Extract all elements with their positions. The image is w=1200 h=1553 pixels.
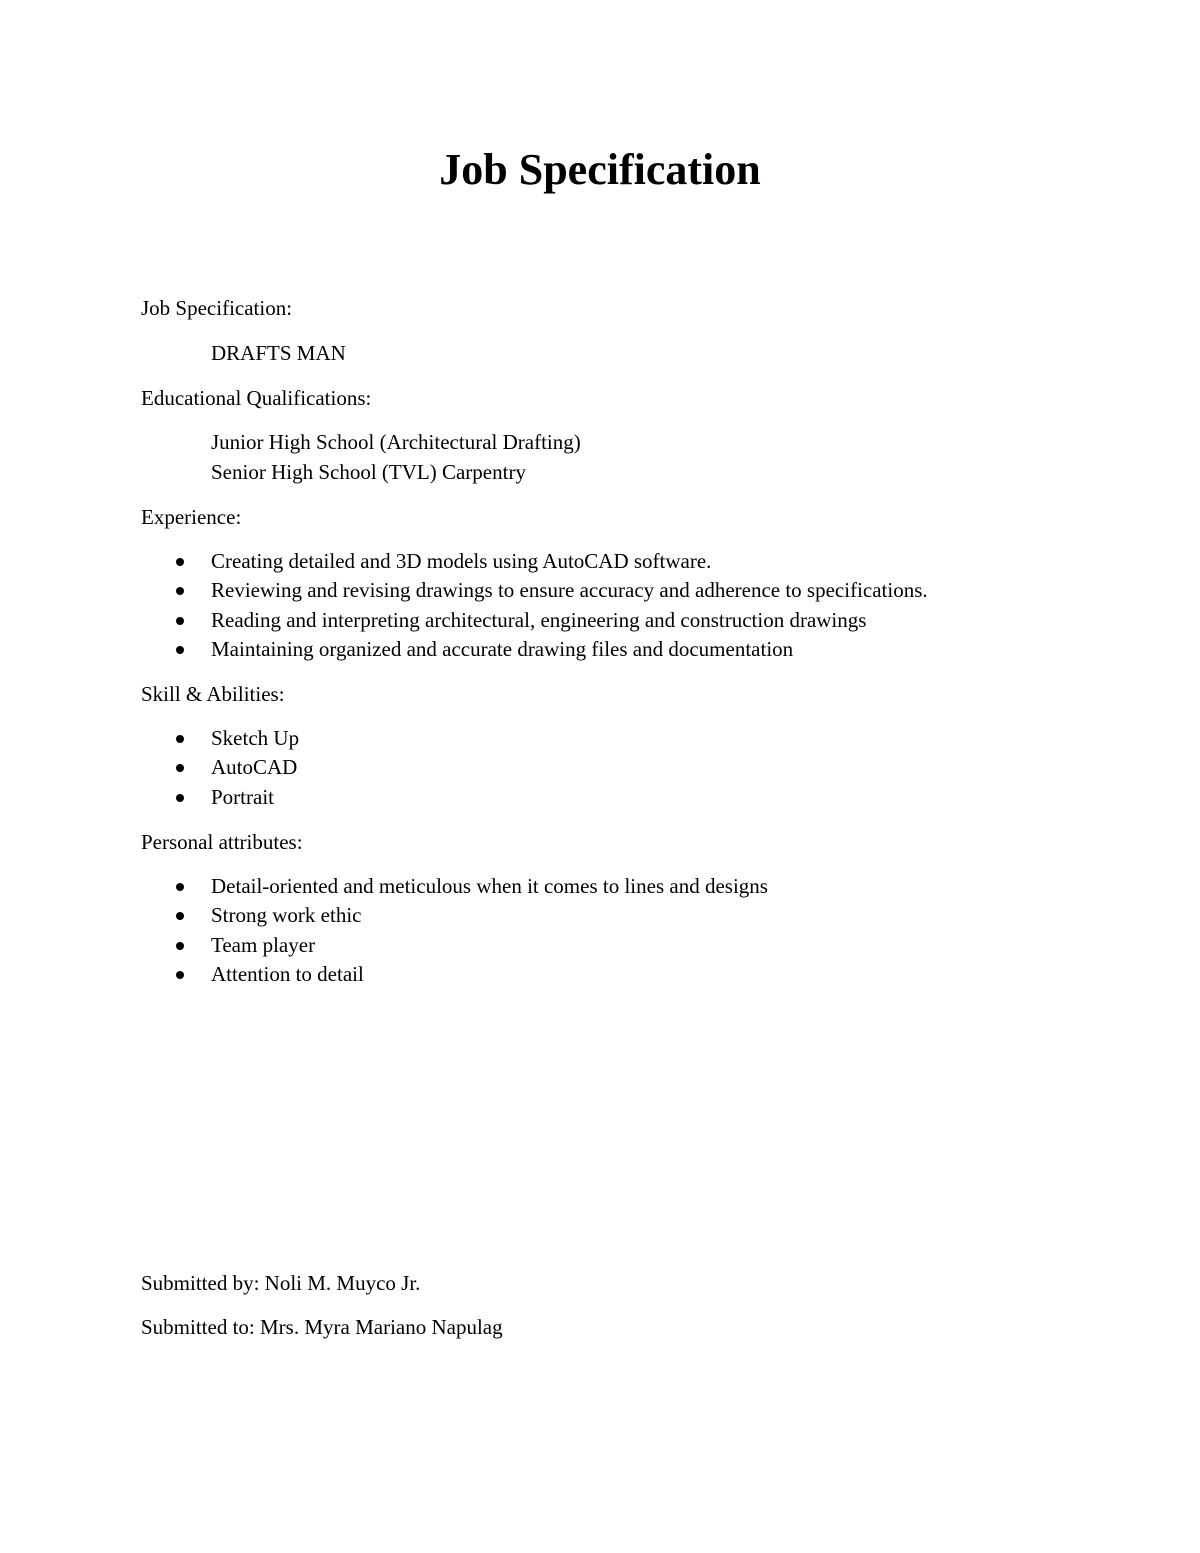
job-label: Job Specification: [141,296,293,320]
page-title: Job Specification [439,145,761,194]
job-title: DRAFTS MAN [211,341,346,365]
experience-label: Experience: [141,505,242,529]
submitted-by: Submitted by: Noli M. Muyco Jr. [141,1271,421,1295]
bullet-icon [176,764,184,772]
experience-item: Creating detailed and 3D models using AutoCAD software. [211,549,712,573]
bullet-icon [176,912,184,920]
bullet-icon [176,646,184,654]
bullet-icon [176,558,184,566]
skill-item: Sketch Up [211,726,300,750]
attributes-label: Personal attributes: [141,830,303,854]
skill-item: AutoCAD [211,755,298,779]
education-label: Educational Qualifications: [141,386,372,410]
attribute-item: Strong work ethic [211,903,362,927]
experience-item: Reviewing and revising drawings to ensure accuracy and adherence to specifications. [211,578,928,602]
skills-label: Skill & Abilities: [141,682,285,706]
experience-item: Reading and interpreting architectural, engineering and construction drawings [211,608,867,632]
experience-item: Maintaining organized and accurate drawing files and documentation [211,637,794,661]
attribute-item: Detail-oriented and meticulous when it comes to lines and designs [211,874,768,898]
education-item: Senior High School (TVL) Carpentry [211,460,526,484]
bullet-icon [176,617,184,625]
bullet-icon [176,971,184,979]
attribute-item: Team player [211,933,316,957]
bullet-icon [176,794,184,802]
bullet-icon [176,942,184,950]
bullet-icon [176,735,184,743]
attribute-item: Attention to detail [211,962,364,986]
submitted-to: Submitted to: Mrs. Myra Mariano Napulag [141,1315,503,1339]
education-item: Junior High School (Architectural Drafting) [211,430,581,454]
bullet-icon [176,883,184,891]
skill-item: Portrait [211,785,274,809]
bullet-icon [176,587,184,595]
